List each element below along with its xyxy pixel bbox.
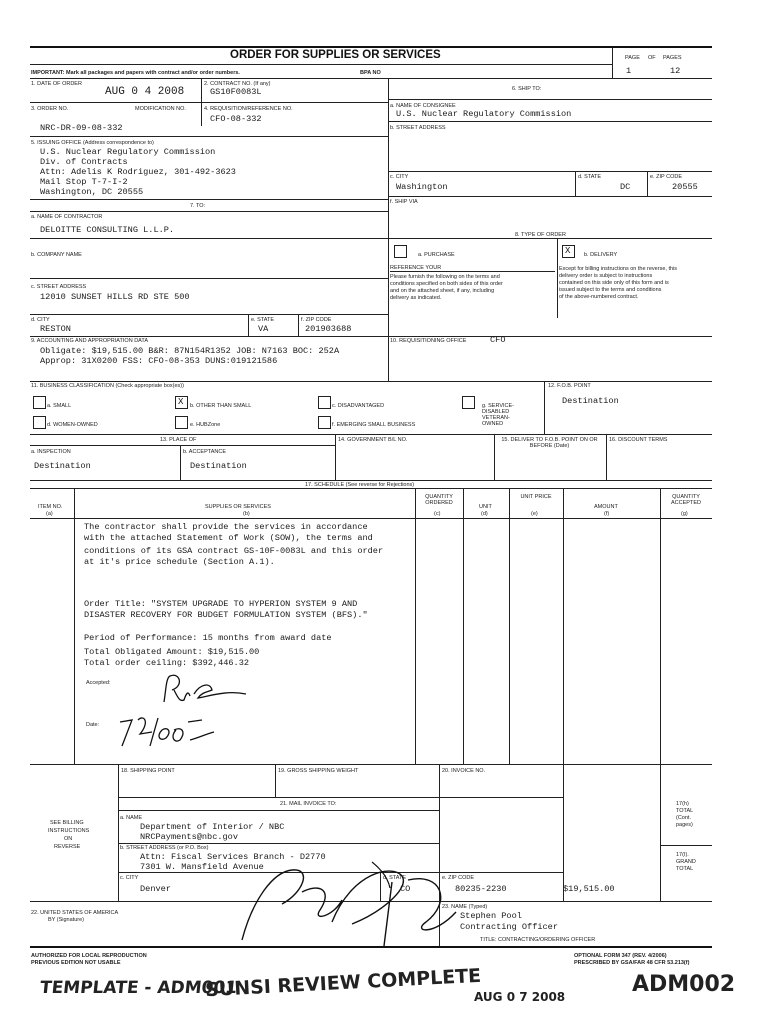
issuing-office-label: 5. ISSUING OFFICE (Address correspondence to) bbox=[31, 140, 154, 146]
order-no-label: 3. ORDER NO. bbox=[31, 106, 69, 112]
col-qty-accepted-sub: (g) bbox=[681, 511, 688, 517]
title-label: TITLE: CONTRACTING/ORDERING OFFICER bbox=[480, 937, 596, 943]
contractor-name: DELOITTE CONSULTING L.L.P. bbox=[40, 225, 175, 235]
consignee-label: a. NAME OF CONSIGNEE bbox=[390, 103, 456, 109]
footer-right-2: PRESCRIBED BY GSA/FAR 48 CFR 53.213(f) bbox=[574, 960, 690, 966]
acceptance-label: b. ACCEPTANCE bbox=[183, 449, 226, 455]
schedule-line-2: with the attached Statement of Work (SOW), the terms and bbox=[84, 533, 373, 543]
template-stamp: TEMPLATE - ADM001 bbox=[38, 978, 239, 998]
inspection-label: a. INSPECTION bbox=[31, 449, 71, 455]
col-unit-price: UNIT PRICE bbox=[520, 494, 552, 500]
bill-zip-label: e. ZIP CODE bbox=[442, 875, 474, 881]
issuing-line-4: Mail Stop T-7-I-2 bbox=[40, 177, 128, 187]
contractor-city-label: d. CITY bbox=[31, 317, 50, 323]
total-17h-2: TOTAL bbox=[676, 808, 694, 814]
bill-street-label: b. STREET ADDRESS (or P.O. Box) bbox=[120, 845, 209, 851]
purchase-text-4: delivery as indicated. bbox=[390, 295, 442, 301]
gov-bl-label: 14. GOVERNMENT B/L NO. bbox=[338, 437, 408, 443]
invoice-no-label: 20. INVOICE NO. bbox=[442, 768, 486, 774]
delivery-label: b. DELIVERY bbox=[584, 252, 618, 258]
schedule-line-4: at it's price schedule (Section A.1). bbox=[84, 557, 275, 567]
ship-city-label: c. CITY bbox=[390, 174, 409, 180]
purchase-text-2: conditions specified on both sides of this order bbox=[390, 281, 503, 287]
date-of-order-label: 1. DATE OF ORDER bbox=[31, 81, 82, 87]
footer-right-1: OPTIONAL FORM 347 (REV. 4/2006) bbox=[574, 953, 667, 959]
ship-state: DC bbox=[620, 182, 631, 192]
reference-label: REFERENCE YOUR bbox=[390, 265, 442, 271]
total-17i-1: 17(I). bbox=[676, 852, 689, 858]
typed-title: Contracting Officer bbox=[460, 922, 558, 932]
grand-total-amount: $19,515.00 bbox=[563, 884, 615, 894]
disadvantaged-label: c. DISADVANTAGED bbox=[332, 403, 385, 409]
contractor-street: 12010 SUNSET HILLS RD STE 500 bbox=[40, 292, 190, 302]
bill-name-1: Department of Interior / NBC bbox=[140, 822, 285, 832]
bill-state-label: d. STATE bbox=[383, 875, 407, 881]
contractor-zip: 201903688 bbox=[305, 324, 352, 334]
total-17i-3: TOTAL bbox=[676, 866, 694, 872]
important-notice: IMPORTANT: Mark all packages and papers with contract and/or order numbers. bbox=[31, 70, 240, 76]
service-label-4: OWNED bbox=[482, 421, 504, 427]
typed-name-label: 23. NAME (Typed) bbox=[442, 904, 488, 910]
col-unit: UNIT bbox=[479, 504, 492, 510]
gross-weight-label: 19. GROSS SHIPPING WEIGHT bbox=[278, 768, 359, 774]
issuing-line-3: Attn: Adelis K Rodriguez, 301-492-3623 bbox=[40, 167, 236, 177]
service-label-3: VETERAN- bbox=[482, 415, 510, 421]
service-label-1: g. SERVICE- bbox=[482, 403, 514, 409]
schedule-line-10: Period of Performance: 15 months from award date bbox=[84, 633, 332, 643]
page-number: 1 bbox=[626, 66, 632, 76]
col-item-no: ITEM NO. bbox=[38, 504, 63, 510]
col-item-no-sub: (a) bbox=[46, 511, 53, 517]
date-label: Date: bbox=[86, 722, 100, 728]
delivery-text-2: delivery order is subject to instructions bbox=[559, 273, 653, 279]
fob-label: 12. F.O.B. POINT bbox=[548, 383, 591, 389]
to-header: 7. TO: bbox=[190, 203, 206, 209]
col-qty-ordered: QUANTITY ORDERED bbox=[425, 494, 453, 506]
schedule-header: 17. SCHEDULE (See reverse for Rejections) bbox=[305, 482, 415, 488]
other-than-small-label: b. OTHER THAN SMALL bbox=[190, 403, 252, 409]
schedule-line-1: The contractor shall provide the services in accordance bbox=[84, 522, 368, 532]
bill-street-1: Attn: Fiscal Services Branch - D2770 bbox=[140, 852, 326, 862]
delivery-text-1: Except for billing instructions on the reverse, this bbox=[559, 266, 678, 272]
see-billing-4: REVERSE bbox=[54, 844, 81, 850]
fob-point: Destination bbox=[562, 396, 619, 406]
company-name-label: b. COMPANY NAME bbox=[31, 252, 82, 258]
accounting-line-1: Obligate: $19,515.00 B&R: 87N154R1352 JOB: N7163 BOC: 252A bbox=[40, 346, 340, 356]
pages-label: PAGES bbox=[663, 55, 682, 61]
small-label: a. SMALL bbox=[47, 403, 72, 409]
page-total: 12 bbox=[670, 66, 681, 76]
bill-zip: 80235-2230 bbox=[455, 884, 507, 894]
emerging-label: f. EMERGING SMALL BUSINESS bbox=[332, 422, 416, 428]
col-supplies: SUPPLIES OR SERVICES bbox=[205, 504, 271, 510]
sunsi-stamp: SUNSI REVIEW COMPLETE bbox=[204, 964, 482, 1002]
contractor-state-label: e. STATE bbox=[251, 317, 275, 323]
us-signature-label-1: 22. UNITED STATES OF AMERICA bbox=[31, 910, 119, 916]
schedule-line-3: conditions of its GSA contract GS-10F-0083L and this order bbox=[84, 546, 384, 556]
see-billing-2: INSTRUCTIONS bbox=[48, 828, 90, 834]
ship-zip-label: e. ZIP CODE bbox=[650, 174, 682, 180]
total-17h-3: (Cont. bbox=[676, 815, 691, 821]
bill-street-2: 7301 W. Mansfield Avenue bbox=[140, 862, 264, 872]
requisitioning-office: CFO bbox=[490, 335, 506, 345]
schedule-line-7: Order Title: "SYSTEM UPGRADE TO HYPERION SYSTEM 9 AND bbox=[84, 599, 358, 609]
women-owned-label: d. WOMEN-OWNED bbox=[47, 422, 98, 428]
col-qty-ordered-sub: (c) bbox=[434, 511, 441, 517]
bpa-label: BPA NO bbox=[360, 70, 381, 76]
col-unit-price-sub: (e) bbox=[531, 511, 538, 517]
deliver-by-label: 15. DELIVER TO F.O.B. POINT ON OR BEFORE (Date) bbox=[501, 437, 598, 449]
ship-to-header: 6. SHIP TO: bbox=[512, 86, 542, 92]
emerging-checkbox[interactable] bbox=[318, 416, 331, 429]
type-of-order-header: 8. TYPE OF ORDER bbox=[515, 232, 566, 238]
bill-state: CO bbox=[400, 884, 411, 894]
total-17h-4: pages) bbox=[676, 822, 693, 828]
hubzone-label: e. HUBZone bbox=[190, 422, 221, 428]
purchase-text-3: and on the attached sheet, if any, including bbox=[390, 288, 495, 294]
issuing-line-5: Washington, DC 20555 bbox=[40, 187, 144, 197]
acceptance: Destination bbox=[190, 461, 247, 471]
modification-label: MODIFICATION NO. bbox=[135, 106, 186, 112]
bill-city: Denver bbox=[140, 884, 171, 894]
issuing-line-2: Div. of Contracts bbox=[40, 157, 128, 167]
delivery-text-5: of the above-numbered contract. bbox=[559, 294, 639, 300]
discount-terms-label: 16. DISCOUNT TERMS bbox=[609, 437, 668, 443]
contract-no: GS10F0083L bbox=[210, 87, 262, 97]
ship-street-label: b. STREET ADDRESS bbox=[390, 125, 446, 131]
shipping-point-label: 18. SHIPPING POINT bbox=[121, 768, 175, 774]
date-stamp: AUG 0 7 2008 bbox=[474, 990, 566, 1004]
schedule-line-11: Total Obligated Amount: $19,515.00 bbox=[84, 647, 260, 657]
ship-state-label: d. STATE bbox=[578, 174, 602, 180]
schedule-line-8: DISASTER RECOVERY FOR BUDGET FORMULATION SYSTEM (BFS)." bbox=[84, 610, 368, 620]
small-checkbox[interactable] bbox=[33, 396, 46, 409]
col-supplies-sub: (b) bbox=[243, 511, 250, 517]
ship-zip: 20555 bbox=[672, 182, 698, 192]
officer-signature bbox=[212, 852, 462, 952]
accounting-line-2: Approp: 31X0200 FSS: CFO-08-353 DUNS:019121586 bbox=[40, 356, 278, 366]
business-label: 11. BUSINESS CLASSIFICATION (Check appropriate box(es)) bbox=[31, 383, 184, 389]
see-billing-1: SEE BILLING bbox=[50, 820, 84, 826]
requisition-no: CFO-08-332 bbox=[210, 114, 262, 124]
footer-left-1: AUTHORIZED FOR LOCAL REPRODUCTION bbox=[31, 953, 147, 959]
purchase-label: a. PURCHASE bbox=[418, 252, 455, 258]
service-disabled-checkbox[interactable] bbox=[462, 396, 475, 409]
schedule-line-12: Total order ceiling: $392,446.32 bbox=[84, 658, 250, 668]
contractor-zip-label: f. ZIP CODE bbox=[301, 317, 332, 323]
delivery-mark: X bbox=[565, 246, 571, 256]
delivery-text-4: issued subject to the terms and conditions bbox=[559, 287, 662, 293]
service-label-2: DISABLED bbox=[482, 409, 510, 415]
contractor-city: RESTON bbox=[40, 324, 71, 334]
total-17i-2: GRAND bbox=[676, 859, 696, 865]
contract-no-label: 2. CONTRACT NO. (If any) bbox=[204, 81, 271, 87]
women-owned-checkbox[interactable] bbox=[33, 416, 46, 429]
col-amount: AMOUNT bbox=[594, 504, 618, 510]
delivery-text-3: contained on this side only of this form and is bbox=[559, 280, 669, 286]
accepted-label: Accepted: bbox=[86, 680, 111, 686]
inspection: Destination bbox=[34, 461, 91, 471]
bill-name-label: a. NAME bbox=[120, 815, 143, 821]
bill-name-2: NRCPayments@nbc.gov bbox=[140, 832, 238, 842]
see-billing-3: ON bbox=[64, 836, 73, 842]
col-qty-accepted: QUANTITY ACCEPTED bbox=[671, 494, 701, 506]
contractor-label: a. NAME OF CONTRACTOR bbox=[31, 214, 103, 220]
consignee: U.S. Nuclear Regulatory Commission bbox=[396, 109, 572, 119]
contractor-state: VA bbox=[258, 324, 269, 334]
mail-invoice-label: 21. MAIL INVOICE TO: bbox=[280, 801, 337, 807]
page-label: PAGE bbox=[625, 55, 640, 61]
contractor-street-label: c. STREET ADDRESS bbox=[31, 284, 87, 290]
date-handwritten bbox=[110, 712, 220, 752]
requisition-label: 4. REQUISITION/REFERENCE NO. bbox=[204, 106, 293, 112]
adm-stamp: ADM002 bbox=[632, 972, 736, 997]
requisitioning-label: 10. REQUISITIONING OFFICE bbox=[390, 338, 467, 344]
form-title: ORDER FOR SUPPLIES OR SERVICES bbox=[230, 49, 441, 61]
accounting-label: 9. ACCOUNTING AND APPROPRIATION DATA bbox=[31, 338, 149, 344]
purchase-text-1: Please furnish the following on the terms and bbox=[390, 274, 500, 280]
total-17h-1: 17(h) bbox=[676, 801, 689, 807]
of-label: OF bbox=[648, 55, 656, 61]
issuing-line-1: U.S. Nuclear Regulatory Commission bbox=[40, 147, 216, 157]
col-amount-sub: (f) bbox=[604, 511, 610, 517]
footer-left-2: PREVIOUS EDITION NOT USABLE bbox=[31, 960, 121, 966]
order-no: NRC-DR-09-08-332 bbox=[40, 123, 123, 133]
place-of-label: 13. PLACE OF bbox=[160, 437, 197, 443]
purchase-checkbox[interactable] bbox=[394, 245, 407, 258]
other-than-small-mark: X bbox=[178, 397, 184, 407]
hubzone-checkbox[interactable] bbox=[175, 416, 188, 429]
ship-city: Washington bbox=[396, 182, 448, 192]
ship-via-label: f. SHIP VIA bbox=[390, 199, 418, 205]
typed-name: Stephen Pool bbox=[460, 911, 522, 921]
col-unit-sub: (d) bbox=[481, 511, 488, 517]
disadvantaged-checkbox[interactable] bbox=[318, 396, 331, 409]
accepted-signature bbox=[150, 672, 260, 712]
bill-city-label: c. CITY bbox=[120, 875, 139, 881]
date-of-order: AUG 0 4 2008 bbox=[105, 86, 185, 98]
us-signature-label-2: BY (Signature) bbox=[48, 917, 84, 923]
